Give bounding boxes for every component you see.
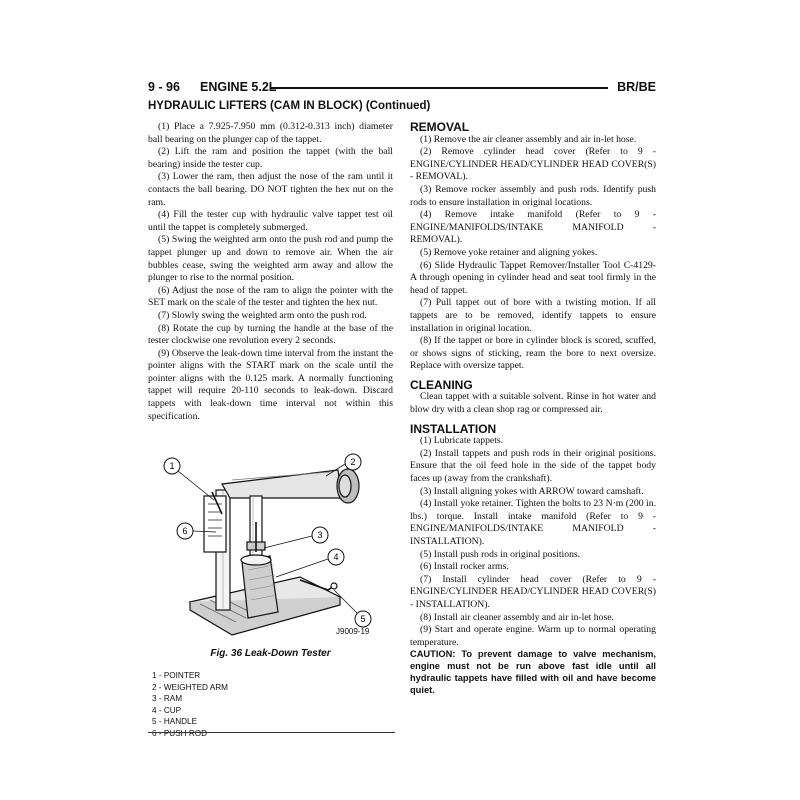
test-step: (3) Lower the ram, then adjust the nose of the ram until it contacts the ball bearing. DO NOT tighten the hex nut on the ram. (148, 171, 393, 208)
installation-step: (5) Install push rods in original positions. (420, 548, 581, 560)
legend-item: 4 - CUP (152, 705, 182, 715)
right-column (410, 121, 656, 697)
removal-step: (7) Pull tappet out of bore with a twisting motion. If all tappets are to be removed, identify tappets to ensure installation in original location. (410, 297, 656, 334)
test-step: (8) Rotate the cup by turning the handle at the base of the tester clockwise one revolution every 2 seconds. (148, 322, 393, 347)
test-step: (7) Slowly swing the weighted arm onto the push rod. (158, 309, 367, 321)
callout-5: 5 (360, 614, 366, 624)
installation-step: (4) Install yoke retainer. Tighten the bolts to 23 N·m (200 in. lbs.) torque. Install intake manifold (Refer to 9 - ENGINE/MANIFOLDS/INTAKE MANIFOLD - INSTALLATION). (410, 498, 656, 547)
test-step: (1) Place a 7.925-7.950 mm (0.312-0.313 inch) diameter ball bearing on the plunger cap of the tappet. (148, 121, 393, 145)
header-rule (270, 87, 608, 89)
installation-step: (8) Install air cleaner assembly and air in-let hose. (420, 611, 614, 623)
leak-down-tester-illustration (150, 452, 395, 644)
test-step: (4) Fill the tester cup with hydraulic valve tappet test oil until the tappet is completely submerged. (148, 209, 393, 233)
figure-caption: Fig. 36 Leak-Down Tester (210, 648, 331, 659)
section-title: HYDRAULIC LIFTERS (CAM IN BLOCK) (Continued) (148, 100, 431, 112)
model-label: BR/BE (617, 80, 656, 94)
caution-note: CAUTION: To prevent damage to valve mechanism, engine must not be run above fast idle until all hydraulic tappets have filled with oil and have become quiet. (410, 649, 656, 695)
page-number: 9 - 96 (148, 80, 180, 94)
removal-step: (8) If the tappet or bore in cylinder block is scored, scuffed, or shows signs of sticking, ream the bore to next oversize. Replace with oversize tappet. (410, 335, 656, 372)
legend-item: 1 - POINTER (152, 671, 201, 680)
engine-label: ENGINE 5.2L (200, 80, 277, 94)
left-column (148, 121, 393, 423)
installation-step: (1) Lubricate tappets. (420, 435, 504, 447)
callout-6: 6 (182, 526, 188, 536)
removal-step: (6) Slide Hydraulic Tappet Remover/Installer Tool C-4129-A through opening in cylinder head and seat tool firmly in the head of tappet. (410, 259, 656, 296)
installation-step: (7) Install cylinder head cover (Refer to 9 - ENGINE/CYLINDER HEAD/CYLINDER HEAD COVER(S) - INSTALLATION). (410, 573, 656, 610)
callout-3: 3 (317, 530, 323, 540)
callout-2: 2 (350, 457, 356, 467)
legend-item: 3 - RAM (152, 694, 183, 703)
legend-item: 2 - WEIGHTED ARM (152, 682, 228, 692)
removal-step: (1) Remove the air cleaner assembly and air in-let hose. (420, 133, 637, 145)
removal-step: (5) Remove yoke retainer and aligning yokes. (420, 246, 598, 258)
removal-step: (2) Remove cylinder head cover (Refer to 9 - ENGINE/CYLINDER HEAD/CYLINDER HEAD COVER(S) - REMOVAL). (410, 146, 656, 183)
cleaning-heading: CLEANING (410, 377, 473, 392)
installation-step: (3) Install aligning yokes with ARROW toward camshaft. (420, 485, 644, 497)
test-step: (2) Lift the ram and position the tappet (with the ball bearing) inside the tester cup. (148, 146, 393, 170)
legend-item: 5 - HANDLE (152, 717, 198, 726)
installation-step: (9) Start and operate engine. Warm up to normal operating temperature. (410, 624, 656, 648)
installation-heading: INSTALLATION (410, 421, 497, 436)
figure-legend (152, 670, 392, 739)
figure-id: J9009-19 (336, 627, 370, 636)
test-step: (9) Observe the leak-down time interval from the instant the pointer aligns with the START mark on the scale until the pointer aligns with the 0.125 mark. A normally functioning tappet will require 20-110 seconds to leak-down. Discard tappets with leak-down time interval not within this specification. (148, 347, 393, 422)
test-step: (6) Adjust the nose of the ram to align the pointer with the SET mark on the scale of the tester and tighten the hex nut. (148, 284, 393, 309)
page-header (148, 80, 656, 98)
removal-step: (4) Remove intake manifold (Refer to 9 - ENGINE/MANIFOLDS/INTAKE MANIFOLD - REMOVAL). (410, 209, 656, 246)
callout-1: 1 (169, 461, 175, 471)
test-step: (5) Swing the weighted arm onto the push rod and pump the tappet plunger up and down to remove air. When the air bubbles cease, swing the weighted arm away and allow the plunger to rise to the normal position. (148, 234, 393, 284)
installation-step: (2) Install tappets and push rods in their original positions. Ensure that the oil feed hole in the side of the tappet body faces up (away from the crankshaft). (410, 447, 656, 485)
removal-heading: REMOVAL (410, 120, 470, 134)
legend-rule (148, 732, 395, 733)
callout-4: 4 (333, 552, 339, 562)
legend-item: 6 - PUSH ROD (152, 728, 208, 738)
cleaning-text: Clean tappet with a suitable solvent. Rinse in hot water and blow dry with a clean shop rag or compressed air. (410, 391, 656, 416)
removal-step: (3) Remove rocker assembly and push rods. Identify push rods to ensure installation in original locations. (410, 183, 656, 208)
installation-step: (6) Install rocker arms. (420, 561, 509, 573)
